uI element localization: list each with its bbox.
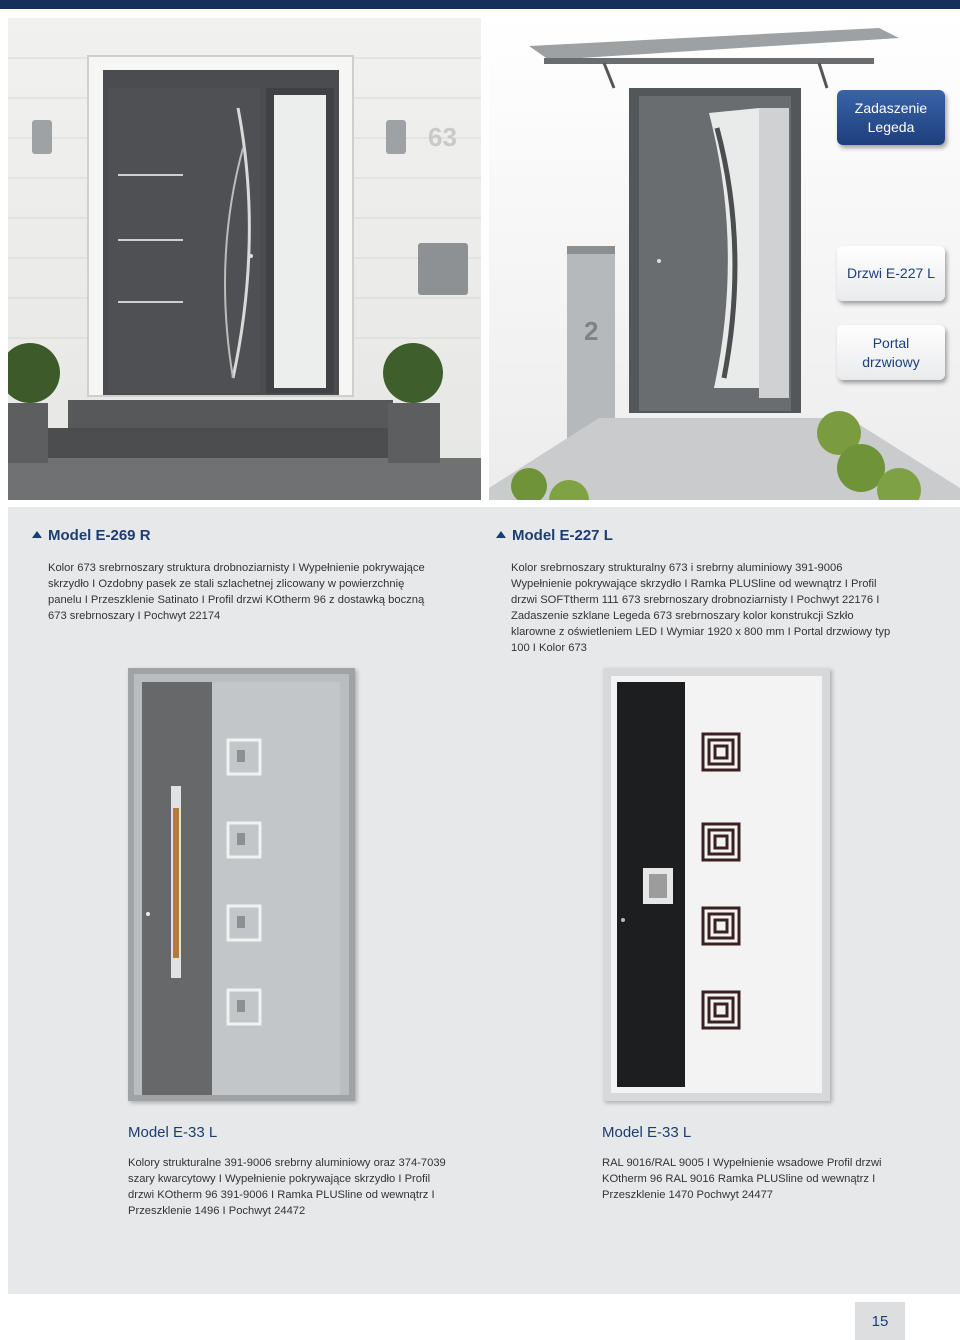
heading-model-e33-white: Model E-33 L <box>602 1124 692 1141</box>
house-scene-e269 <box>8 18 481 500</box>
door-e33-white-drawing <box>603 668 830 1101</box>
heading-model-e227: Model E-227 L <box>496 527 613 544</box>
desc-model-e269: Kolor 673 srebrnoszary struktura drobnoziarnisty I Wypełnienie pokrywające skrzydło I Ozdobny pasek ze stali szlachetnej zlicowany w powierzchnię panelu I Przeszklenie Satinato I Profil drzwi KOtherm 96 z dostawką boczną 673 srebrnoszary I Pochwyt 22174 <box>48 562 425 622</box>
house-number-63: 63 <box>428 122 457 152</box>
triangle-up-icon <box>32 531 42 538</box>
page-number: 15 <box>855 1302 905 1340</box>
triangle-up-icon <box>496 531 506 538</box>
door-model-e33-white <box>603 668 830 1101</box>
door-e33-gray-drawing <box>128 668 355 1101</box>
photo-model-e269 <box>8 18 481 500</box>
door-model-e33-gray <box>128 668 355 1101</box>
heading-model-e269: Model E-269 R <box>32 527 151 544</box>
heading-model-e33-gray: Model E-33 L <box>128 1124 218 1141</box>
desc-model-e33-gray: Kolory strukturalne 391-9006 srebrny aluminiowy oraz 374-7039 szary kwarcytowy I Wypełnienie pokrywające skrzydło I Profil drzwi KOtherm 96 391-9006 I Ramka PLUSline od wewnątrz I Przeszklenie 1496 I Pochwyt 24472 <box>128 1157 446 1217</box>
tab-zadaszenie-legeda[interactable]: Zadaszenie Legeda <box>837 90 945 145</box>
desc-model-e227: Kolor srebrnoszary strukturalny 673 i srebrny aluminiowy 391-9006 Wypełnienie pokrywające skrzydło I Ramka PLUSline od wewnątrz I Profil drzwi SOFTtherm 111 673 srebrnoszary drobnoziarnisty I Pochwyt 22176 I Zadaszenie szklane Legeda 673 srebrnoszary kolor konstrukcji Szkło klarowne z oświetleniem LED I Wymiar 1920 x 800 mm I Portal drzwiowy typ 100 I Kolor 673 <box>511 562 891 654</box>
tab-portal-drzwiowy[interactable]: Portal drzwiowy <box>837 325 945 380</box>
house-number-2: 2 <box>584 316 599 346</box>
tab-drzwi-e227[interactable]: Drzwi E-227 L <box>837 246 945 301</box>
top-bar <box>0 0 960 9</box>
desc-model-e33-white: RAL 9016/RAL 9005 I Wypełnienie wsadowe Profil drzwi KOtherm 96 RAL 9016 Ramka PLUSline od wewnątrz I Przeszklenie 1470 Pochwyt 24477 <box>602 1157 882 1201</box>
